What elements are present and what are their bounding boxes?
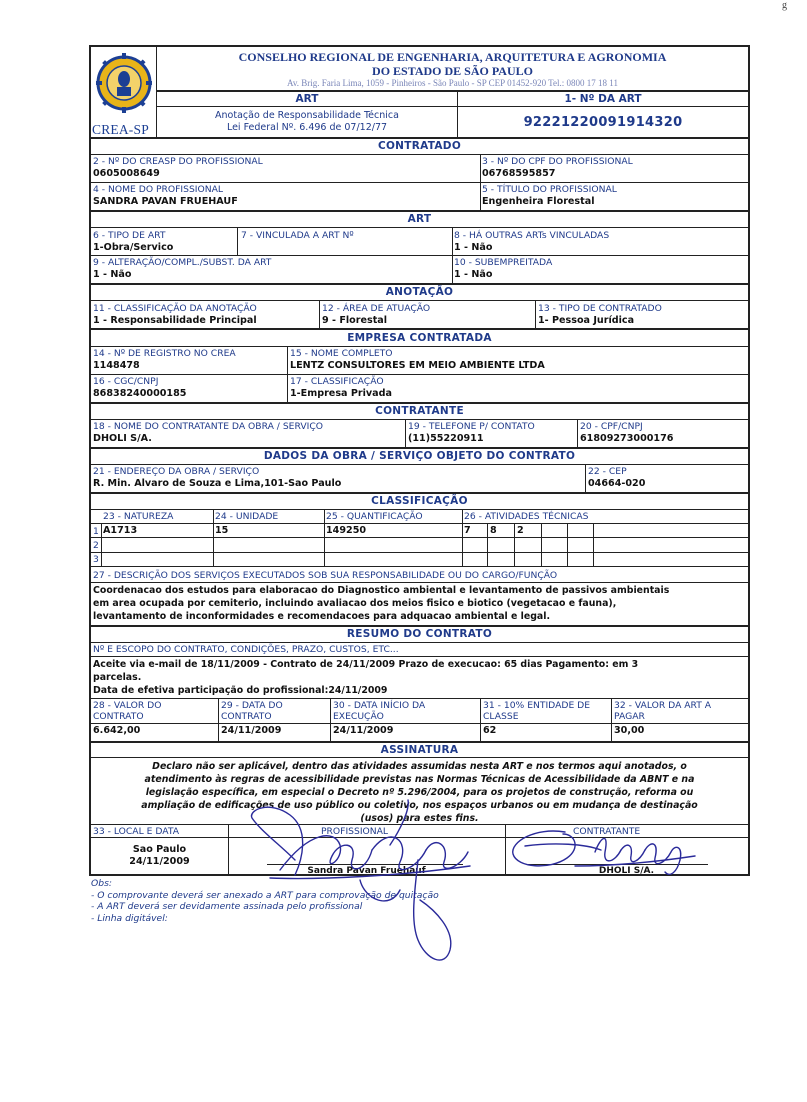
section-obra-title: DADOS DA OBRA / SERVIÇO OBJETO DO CONTRATO	[263, 450, 576, 462]
atividade-2-value: 8	[490, 525, 497, 536]
field-6-value: 1-Obra/Servico	[93, 242, 174, 253]
field-4-label: 4 - NOME DO PROFISSIONAL	[93, 184, 224, 195]
org-name-line1: CONSELHO REGIONAL DE ENGENHARIA, ARQUITETURA E AGRONOMIA	[238, 50, 667, 64]
field-27-line2: em area ocupada por cemiterio, incluindo avaliacao dos meios fisico e biotico (vegetacao e fauna),	[93, 598, 617, 609]
escopo-line2: parcelas.	[93, 672, 142, 683]
field-12-value: 9 - Florestal	[322, 315, 388, 326]
declaration-line4: ampliação de edificações de uso público ou coletivo, nos espaços urbanos ou em mudança de destinação	[141, 800, 698, 811]
field-11-label: 11 - CLASSIFICAÇÃO DA ANOTAÇÃO	[93, 303, 257, 314]
declaration-line1: Declaro não ser aplicável, dentro das atividades assumidas nesta ART e nos termos aqui anotados, o	[152, 761, 687, 772]
field-3-value: 06768595857	[482, 168, 556, 179]
field-21-label: 21 - ENDEREÇO DA OBRA / SERVIÇO	[93, 466, 260, 477]
row-number: 2	[93, 540, 99, 551]
quantificacao-value: 149250	[326, 525, 367, 536]
field-9-value: 1 - Não	[93, 269, 132, 280]
field-18-value: DHOLI S/A.	[93, 433, 152, 444]
field-7-label: 7 - VINCULADA A ART Nº	[241, 230, 354, 241]
org-address: Av. Brig. Faria Lima, 1059 - Pinheiros - São Paulo - SP CEP 01452-920 Tel.: 0800 17 18 11	[287, 78, 618, 88]
field-30-value: 24/11/2009	[333, 725, 394, 736]
field-22-value: 04664-020	[588, 478, 646, 489]
art-description-1: Anotação de Responsabilidade Técnica	[215, 110, 399, 121]
natureza-value: A1713	[103, 525, 138, 536]
field-5-label: 5 - TÍTULO DO PROFISSIONAL	[482, 184, 617, 195]
escopo-line3: Data de efetiva participação do profissional:24/11/2009	[93, 685, 388, 696]
field-17-value: 1-Empresa Privada	[290, 388, 392, 399]
field-6-label: 6 - TIPO DE ART	[93, 230, 166, 241]
field-18-label: 18 - NOME DO CONTRATANTE DA OBRA / SERVIÇO	[93, 421, 323, 432]
field-27-line3: levantamento de inconformidades e recomendacoes para adquacao ambiental e legal.	[93, 611, 551, 622]
declaration-line2: atendimento às regras de acessibilidade previstas nas Normas Técnicas de Acessibilidade da ABNT e na	[144, 774, 695, 785]
field-13-label: 13 - TIPO DE CONTRATADO	[538, 303, 662, 314]
contratante-name: DHOLI S/A.	[598, 866, 655, 876]
contratante-signature	[505, 822, 715, 882]
local-value: Sao Paulo	[132, 844, 187, 855]
field-30-label-2: EXECUÇÃO	[333, 711, 384, 722]
field-29-label: 29 - DATA DO	[221, 700, 283, 711]
field-20-label: 20 - CPF/CNPJ	[580, 421, 643, 432]
field-2-value: 0605008649	[93, 168, 160, 179]
field-8-value: 1 - Não	[454, 242, 493, 253]
art-description-2: Lei Federal Nº. 6.496 de 07/12/77	[226, 122, 388, 133]
field-5-value: Engenheira Florestal	[482, 196, 595, 207]
declaration-line3: legislação específica, em especial o Decreto nº 5.296/2004, para os projetos de construção, reforma ou	[145, 787, 694, 798]
field-4-value: SANDRA PAVAN FRUEHAUF	[93, 196, 238, 207]
obs-line1: - O comprovante deverá ser anexado a ART para comprovação de quitação	[91, 889, 439, 901]
obs-title: Obs:	[91, 878, 112, 889]
escopo-label: Nº E ESCOPO DO CONTRATO, CONDIÇÕES, PRAZO, CUSTOS, ETC...	[93, 644, 399, 655]
field-21-value: R. Min. Alvaro de Souza e Lima,101-Sao Paulo	[93, 478, 342, 489]
field-28-label-2: CONTRATO	[93, 711, 144, 722]
unidade-value: 15	[215, 525, 229, 536]
section-empresa-title: EMPRESA CONTRATADA	[347, 332, 492, 344]
profissional-name: Sandra Pavan Fruehauf	[307, 866, 426, 876]
field-17-label: 17 - CLASSIFICAÇÃO	[290, 376, 384, 387]
art-form	[89, 45, 750, 876]
field-19-value: (11)55220911	[408, 433, 484, 444]
field-16-label: 16 - CGC/CNPJ	[93, 376, 159, 387]
field-10-value: 1 - Não	[454, 269, 493, 280]
art-number-label: 1- Nº DA ART	[564, 93, 642, 105]
profissional-label: PROFISSIONAL	[321, 826, 389, 837]
page-corner-mark: g	[782, 0, 787, 11]
field-15-label: 15 - NOME COMPLETO	[290, 348, 393, 359]
obs-line3: - Linha digitável:	[91, 912, 168, 924]
profissional-signature	[240, 790, 510, 980]
obs-line2: - A ART deverá ser devidamente assinada pelo profissional	[91, 901, 363, 912]
field-33-label: 33 - LOCAL E DATA	[93, 826, 180, 837]
field-29-label-2: CONTRATO	[221, 711, 272, 722]
field-32-value: 30,00	[614, 725, 645, 736]
field-15-value: LENTZ CONSULTORES EM MEIO AMBIENTE LTDA	[290, 360, 545, 371]
field-10-label: 10 - SUBEMPREITADA	[454, 257, 553, 268]
col-26-label: 26 - ATIVIDADES TÉCNICAS	[464, 511, 589, 522]
field-8-label: 8 - HÁ OUTRAS ARTs VINCULADAS	[454, 230, 610, 241]
section-contratado-title: CONTRATADO	[377, 140, 462, 152]
section-art-title: ART	[407, 213, 432, 225]
field-14-label: 14 - Nº DE REGISTRO NO CREA	[93, 348, 236, 359]
crea-logo	[93, 49, 155, 137]
field-32-label: 32 - VALOR DA ART A	[614, 700, 712, 711]
field-28-label: 28 - VALOR DO	[93, 700, 162, 711]
atividade-3-value: 2	[517, 525, 524, 536]
field-2-label: 2 - Nº DO CREASP DO PROFISSIONAL	[93, 156, 263, 167]
row-number: 1	[93, 526, 99, 537]
art-label: ART	[295, 93, 319, 105]
field-29-value: 24/11/2009	[221, 725, 282, 736]
field-28-value: 6.642,00	[93, 725, 141, 736]
art-number: 92221220091914320	[523, 115, 683, 130]
field-3-label: 3 - Nº DO CPF DO PROFISSIONAL	[482, 156, 633, 167]
field-9-label: 9 - ALTERAÇÃO/COMPL./SUBST. DA ART	[93, 257, 272, 268]
section-anotacao-title: ANOTAÇÃO	[385, 286, 454, 298]
field-27-line1: Coordenacao dos estudos para elaboracao do Diagnostico ambiental e levantamento de passivos ambientais	[93, 585, 670, 596]
data-value: 24/11/2009	[129, 856, 190, 867]
field-27-label: 27 - DESCRIÇÃO DOS SERVIÇOS EXECUTADOS SOB SUA RESPONSABILIDADE OU DO CARGO/FUNÇÃO	[93, 570, 558, 581]
contratante-label: CONTRATANTE	[573, 826, 641, 837]
col-23-label: 23 - NATUREZA	[103, 511, 174, 522]
field-20-value: 61809273000176	[580, 433, 674, 444]
field-16-value: 86838240000185	[93, 388, 187, 399]
field-31-value: 62	[483, 725, 497, 736]
field-30-label: 30 - DATA INÍCIO DA	[333, 700, 426, 711]
field-31-label: 31 - 10% ENTIDADE DE	[483, 700, 591, 711]
section-contratante-title: CONTRATANTE	[375, 405, 464, 417]
field-14-value: 1148478	[93, 360, 140, 371]
declaration-line5: (usos) para estes fins.	[360, 813, 479, 824]
col-25-label: 25 - QUANTIFICAÇÃO	[326, 511, 423, 522]
row-number: 3	[93, 554, 99, 565]
section-resumo-title: RESUMO DO CONTRATO	[346, 628, 493, 640]
field-22-label: 22 - CEP	[588, 466, 627, 477]
field-12-label: 12 - ÁREA DE ATUAÇÃO	[322, 303, 431, 314]
crea-seal-icon	[93, 49, 155, 121]
section-assinatura-title: ASSINATURA	[380, 744, 459, 756]
field-19-label: 19 - TELEFONE P/ CONTATO	[408, 421, 535, 432]
field-31-label-2: CLASSE	[483, 711, 519, 722]
field-13-value: 1- Pessoa Jurídica	[538, 315, 635, 326]
col-24-label: 24 - UNIDADE	[215, 511, 279, 522]
field-11-value: 1 - Responsabilidade Principal	[93, 315, 257, 326]
logo-text: CREA-SP	[92, 122, 149, 137]
section-classificacao-title: CLASSIFICAÇÃO	[371, 495, 468, 507]
field-32-label-2: PAGAR	[614, 711, 645, 722]
escopo-line1: Aceite via e-mail de 18/11/2009 - Contrato de 24/11/2009 Prazo de execucao: 65 dias Pagamento: em 3	[93, 659, 639, 670]
atividade-1-value: 7	[464, 525, 471, 536]
org-name-line2: DO ESTADO DE SÃO PAULO	[372, 64, 533, 78]
